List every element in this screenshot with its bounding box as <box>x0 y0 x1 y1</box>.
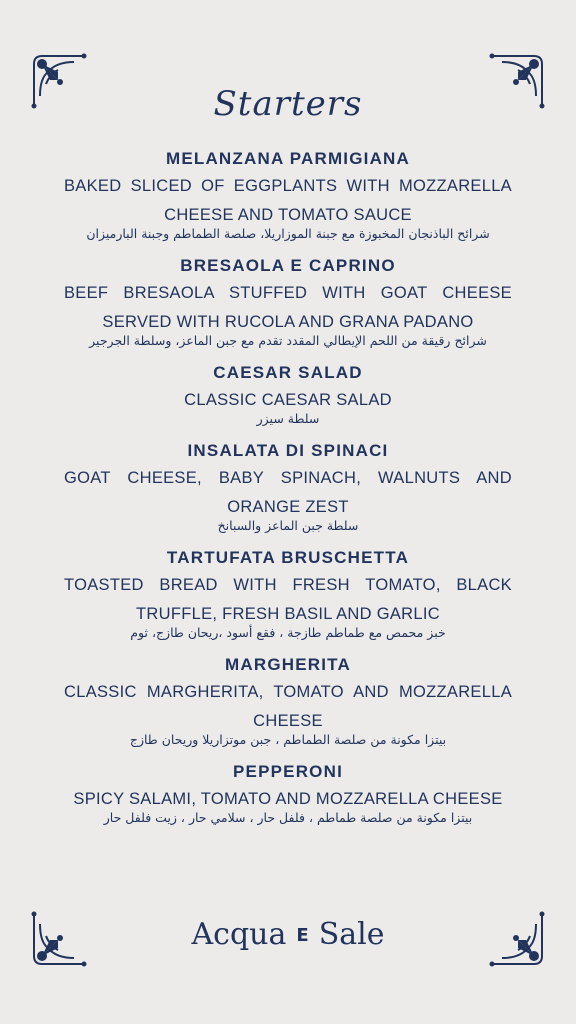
menu-item-description: GOAT CHEESE, BABY SPINACH, WALNUTS AND ORANGE ZEST <box>64 469 512 516</box>
menu-item-name: BRESAOLA E CAPRINO <box>180 256 396 275</box>
menu-item <box>64 146 512 243</box>
menu-item-name: CAESAR SALAD <box>213 363 363 382</box>
menu-item-name: MELANZANA PARMIGIANA <box>165 149 411 168</box>
menu-item-name: PEPPERONI <box>233 762 343 781</box>
brand-logo <box>0 910 576 961</box>
menu-items-list <box>64 146 512 837</box>
brand-logo-part: Acqua <box>191 917 287 952</box>
menu-item-description: CLASSIC CAESAR SALAD <box>184 391 392 409</box>
menu-item <box>64 360 512 428</box>
menu-item-description: CLASSIC MARGHERITA, TOMATO AND MOZZARELLA CHEESE <box>64 683 512 730</box>
menu-item <box>64 253 512 350</box>
menu-item-arabic: بيتزا مكونة من صلصة طماطم ، فلفل حار ، سلامي حار ، زيت فلفل حار <box>103 810 473 825</box>
menu-section-title: Starters <box>213 84 363 124</box>
menu-item <box>64 545 512 642</box>
menu-item-name: MARGHERITA <box>225 655 351 674</box>
menu-item <box>64 759 512 827</box>
menu-item-arabic: بيتزا مكونة من صلصة الطماطم ، جبن موتزاريلا وريحان طازج <box>129 732 447 747</box>
menu-item-arabic: شرائح الباذنجان المخبوزة مع جبنة الموزاريلا، صلصة الطماطم وجبنة البارميزان <box>86 226 490 241</box>
menu-item-arabic: خبز محمص مع طماطم طازجة ، فقع أسود ،ريحان طازج، ثوم <box>130 625 446 640</box>
menu-item <box>64 438 512 535</box>
menu-item-description: SPICY SALAMI, TOMATO AND MOZZARELLA CHEESE <box>73 790 503 808</box>
menu-item-arabic: سلطة جبن الماعز والسبانخ <box>217 518 359 533</box>
menu-item-arabic: شرائح رقيقة من اللحم الإيطالي المقدد تقدم مع جبن الماعز، وسلطة الجرجير <box>89 333 487 348</box>
menu-item-description: BEEF BRESAOLA STUFFED WITH GOAT CHEESE SERVED WITH RUCOLA AND GRANA PADANO <box>64 284 512 331</box>
brand-logo-part: E <box>296 925 309 946</box>
menu-item-name: TARTUFATA BRUSCHETTA <box>166 548 410 567</box>
menu-item-description: TOASTED BREAD WITH FRESH TOMATO, BLACK TRUFFLE, FRESH BASIL AND GARLIC <box>64 576 512 623</box>
menu-item-name: INSALATA DI SPINACI <box>187 441 389 460</box>
menu-item-arabic: سلطة سيزر <box>256 411 320 426</box>
menu-item <box>64 652 512 749</box>
brand-logo-part: Sale <box>318 917 385 952</box>
menu-item-description: BAKED SLICED OF EGGPLANTS WITH MOZZARELLA CHEESE AND TOMATO SAUCE <box>64 177 512 224</box>
